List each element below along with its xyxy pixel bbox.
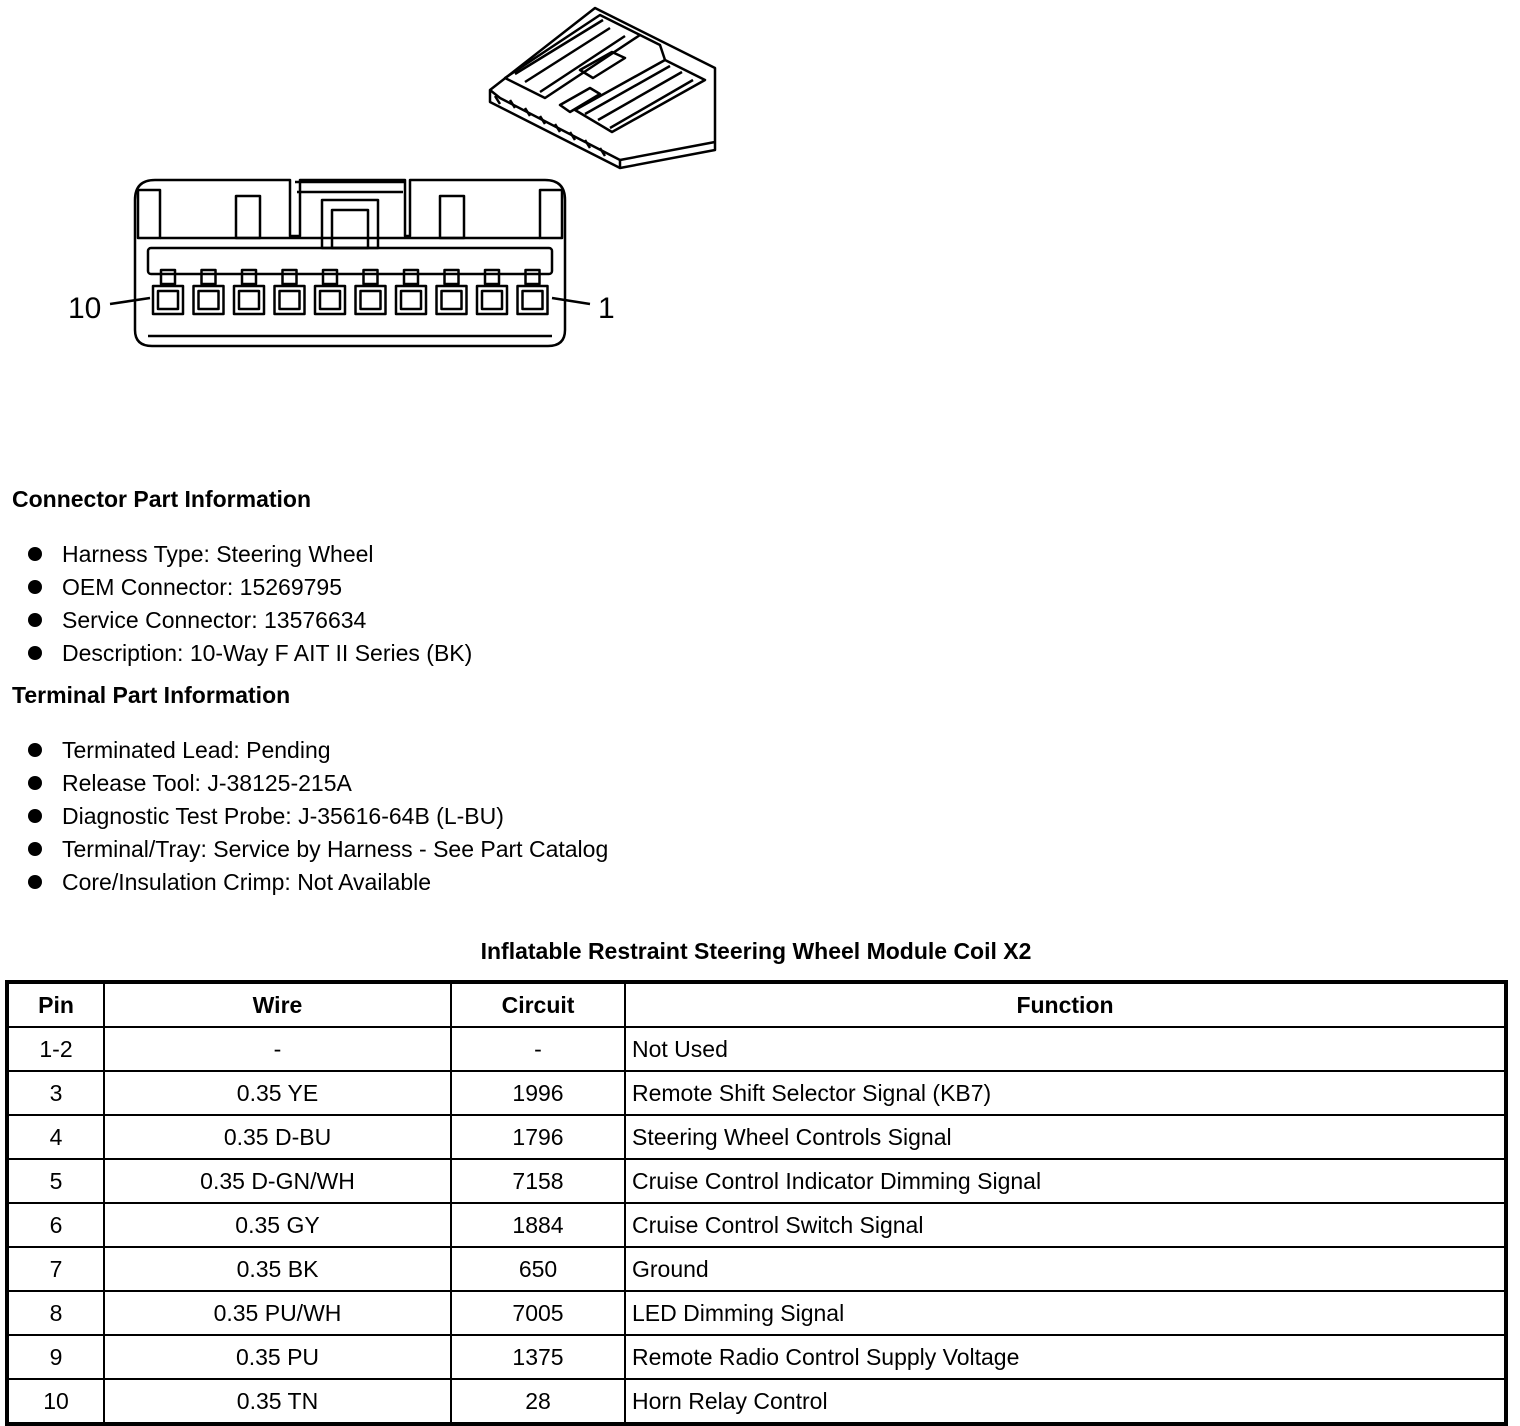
list-item: Release Tool: J-38125-215A [28, 767, 608, 800]
list-item: Terminated Lead: Pending [28, 734, 608, 767]
header-wire: Wire [104, 982, 451, 1027]
cell-function: Cruise Control Switch Signal [625, 1203, 1506, 1247]
cell-function: Horn Relay Control [625, 1379, 1506, 1424]
cell-circuit: 1996 [451, 1071, 625, 1115]
cell-pin: 5 [7, 1159, 104, 1203]
cell-pin: 3 [7, 1071, 104, 1115]
cell-function: Steering Wheel Controls Signal [625, 1115, 1506, 1159]
bullet-icon [28, 809, 42, 823]
table-row [7, 1071, 1506, 1115]
cell-function: Ground [625, 1247, 1506, 1291]
bullet-icon [28, 580, 42, 594]
terminal-info-heading: Terminal Part Information [12, 682, 291, 708]
header-pin: Pin [7, 982, 104, 1027]
cell-pin: 1-2 [7, 1027, 104, 1071]
cell-function: LED Dimming Signal [625, 1291, 1506, 1335]
cell-function: Cruise Control Indicator Dimming Signal [625, 1159, 1506, 1203]
terminal-info-list [28, 734, 608, 899]
table-row [7, 1027, 1506, 1071]
cell-function: Not Used [625, 1027, 1506, 1071]
list-item: Harness Type: Steering Wheel [28, 538, 472, 571]
bullet-icon [28, 776, 42, 790]
cell-pin: 6 [7, 1203, 104, 1247]
table-row [7, 1203, 1506, 1247]
list-item: OEM Connector: 15269795 [28, 571, 472, 604]
cell-circuit: 650 [451, 1247, 625, 1291]
connector-face-view [135, 180, 565, 346]
pinout-table [5, 980, 1508, 1426]
cell-circuit: 1884 [451, 1203, 625, 1247]
cell-pin: 8 [7, 1291, 104, 1335]
bullet-icon [28, 547, 42, 561]
header-function: Function [625, 982, 1506, 1027]
cell-wire: 0.35 D-GN/WH [104, 1159, 451, 1203]
list-item: Description: 10-Way F AIT II Series (BK) [28, 637, 472, 670]
cell-circuit: 7005 [451, 1291, 625, 1335]
cell-wire: - [104, 1027, 451, 1071]
table-row [7, 1115, 1506, 1159]
list-item: Service Connector: 13576634 [28, 604, 472, 637]
list-item: Core/Insulation Crimp: Not Available [28, 866, 608, 899]
bullet-icon [28, 646, 42, 660]
connector-isometric-view [490, 8, 715, 168]
cell-circuit: 1375 [451, 1335, 625, 1379]
cell-pin: 4 [7, 1115, 104, 1159]
cell-wire: 0.35 D-BU [104, 1115, 451, 1159]
cell-wire: 0.35 YE [104, 1071, 451, 1115]
cell-wire: 0.35 TN [104, 1379, 451, 1424]
cell-circuit: 1796 [451, 1115, 625, 1159]
bullet-icon [28, 613, 42, 627]
pin-label-1: 1 [598, 292, 615, 325]
header-circuit: Circuit [451, 982, 625, 1027]
connector-info-list [28, 538, 472, 670]
connector-info-heading: Connector Part Information [12, 486, 312, 512]
table-row [7, 1159, 1506, 1203]
cell-circuit: - [451, 1027, 625, 1071]
cell-pin: 10 [7, 1379, 104, 1424]
list-item: Diagnostic Test Probe: J-35616-64B (L-BU) [28, 800, 608, 833]
table-row [7, 1291, 1506, 1335]
bullet-icon [28, 743, 42, 757]
cell-wire: 0.35 BK [104, 1247, 451, 1291]
cell-pin: 9 [7, 1335, 104, 1379]
cell-wire: 0.35 PU [104, 1335, 451, 1379]
connector-diagram [0, 0, 760, 400]
list-item: Terminal/Tray: Service by Harness - See Part Catalog [28, 833, 608, 866]
bullet-icon [28, 875, 42, 889]
cell-circuit: 7158 [451, 1159, 625, 1203]
pin-label-10: 10 [68, 292, 102, 325]
cell-function: Remote Radio Control Supply Voltage [625, 1335, 1506, 1379]
cell-pin: 7 [7, 1247, 104, 1291]
cell-function: Remote Shift Selector Signal (KB7) [625, 1071, 1506, 1115]
table-row [7, 1379, 1506, 1424]
table-row [7, 1335, 1506, 1379]
cell-wire: 0.35 GY [104, 1203, 451, 1247]
table-header-row [7, 982, 1506, 1027]
bullet-icon [28, 842, 42, 856]
table-row [7, 1247, 1506, 1291]
cell-wire: 0.35 PU/WH [104, 1291, 451, 1335]
table-title: Inflatable Restraint Steering Wheel Module Coil X2 [480, 938, 1032, 964]
cell-circuit: 28 [451, 1379, 625, 1424]
